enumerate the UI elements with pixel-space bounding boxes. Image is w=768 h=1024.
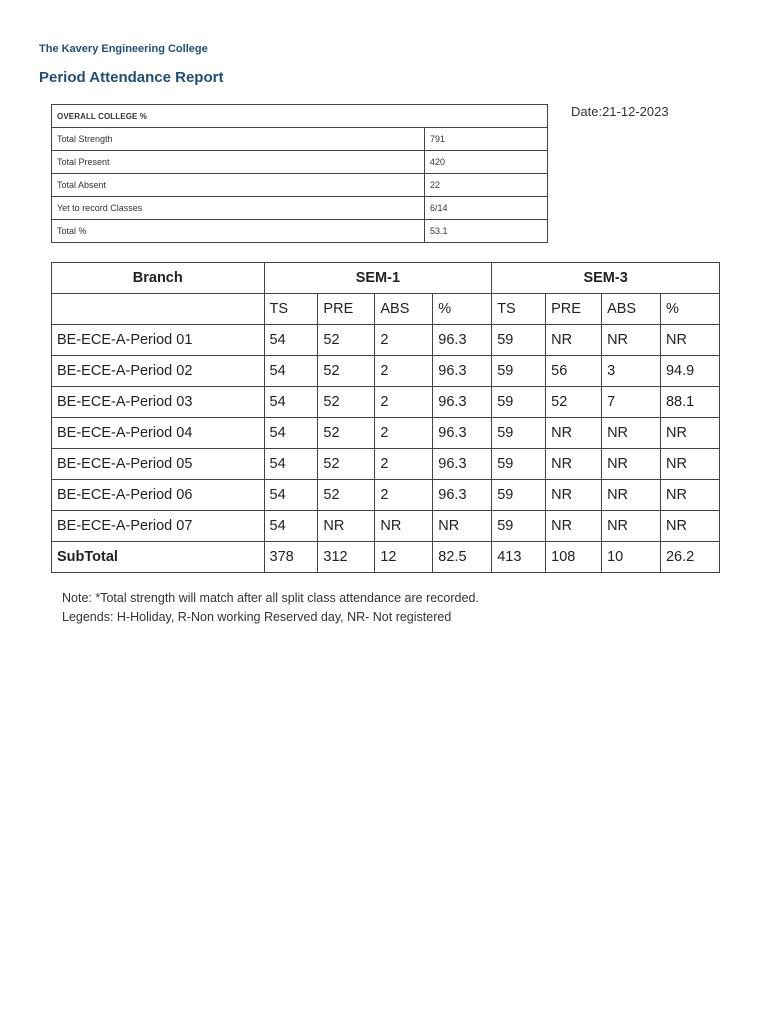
summary-value: 22	[425, 174, 548, 197]
table-cell: 59	[492, 325, 546, 356]
table-cell: 2	[375, 356, 433, 387]
summary-row	[52, 220, 548, 243]
table-cell: 52	[318, 480, 375, 511]
note-text: Note: *Total strength will match after all split class attendance are recorded.	[62, 591, 479, 605]
table-cell: 59	[492, 511, 546, 542]
table-cell: 2	[375, 387, 433, 418]
sub-header: TS	[264, 294, 318, 325]
branch-cell: BE-ECE-A-Period 07	[52, 511, 265, 542]
table-cell: 54	[264, 325, 318, 356]
table-cell: 96.3	[433, 356, 492, 387]
table-row	[52, 418, 720, 449]
branch-cell: BE-ECE-A-Period 02	[52, 356, 265, 387]
table-cell: 2	[375, 325, 433, 356]
summary-heading-row	[52, 105, 548, 128]
table-cell: NR	[546, 480, 602, 511]
table-cell: NR	[660, 418, 719, 449]
summary-label: Total %	[52, 220, 425, 243]
table-cell: 54	[264, 356, 318, 387]
subtotal-cell: 378	[264, 542, 318, 573]
table-cell: 59	[492, 480, 546, 511]
table-cell: NR	[602, 480, 661, 511]
table-cell: 54	[264, 449, 318, 480]
sub-header: TS	[492, 294, 546, 325]
table-cell: 3	[602, 356, 661, 387]
subtotal-label: SubTotal	[52, 542, 265, 573]
table-row	[52, 511, 720, 542]
table-cell: NR	[602, 511, 661, 542]
table-cell: 2	[375, 480, 433, 511]
table-cell: 96.3	[433, 480, 492, 511]
table-cell: 96.3	[433, 418, 492, 449]
branch-cell: BE-ECE-A-Period 04	[52, 418, 265, 449]
table-cell: 52	[318, 325, 375, 356]
table-row	[52, 480, 720, 511]
table-cell: NR	[546, 325, 602, 356]
table-cell: 56	[546, 356, 602, 387]
table-cell: 59	[492, 356, 546, 387]
subtotal-row	[52, 542, 720, 573]
table-cell: NR	[546, 511, 602, 542]
group-header-sem1: SEM-1	[264, 263, 492, 294]
table-cell: 59	[492, 418, 546, 449]
report-title: Period Attendance Report	[39, 69, 224, 86]
subtotal-cell: 10	[602, 542, 661, 573]
sub-header: ABS	[602, 294, 661, 325]
table-cell: 52	[546, 387, 602, 418]
branch-cell: BE-ECE-A-Period 06	[52, 480, 265, 511]
table-cell: 96.3	[433, 325, 492, 356]
summary-label: Total Present	[52, 151, 425, 174]
group-header-sem3: SEM-3	[492, 263, 720, 294]
sub-header: PRE	[318, 294, 375, 325]
summary-value: 420	[425, 151, 548, 174]
sub-header: %	[433, 294, 492, 325]
branch-header: Branch	[52, 263, 265, 294]
sub-header: %	[660, 294, 719, 325]
table-cell: 88.1	[660, 387, 719, 418]
overall-summary-table	[51, 104, 548, 243]
branch-cell: BE-ECE-A-Period 03	[52, 387, 265, 418]
table-cell: 54	[264, 511, 318, 542]
subtotal-cell: 413	[492, 542, 546, 573]
legend-text: Legends: H-Holiday, R-Non working Reserved day, NR- Not registered	[62, 609, 452, 624]
table-cell: 54	[264, 387, 318, 418]
table-cell: NR	[660, 480, 719, 511]
summary-label: Total Strength	[52, 128, 425, 151]
group-header-row	[52, 263, 720, 294]
summary-value: 6/14	[425, 197, 548, 220]
table-cell: NR	[602, 449, 661, 480]
table-cell: 2	[375, 418, 433, 449]
table-cell: 96.3	[433, 387, 492, 418]
branch-cell: BE-ECE-A-Period 01	[52, 325, 265, 356]
table-cell: NR	[546, 449, 602, 480]
subtotal-cell: 312	[318, 542, 375, 573]
branch-cell: BE-ECE-A-Period 05	[52, 449, 265, 480]
table-cell: 52	[318, 356, 375, 387]
table-row	[52, 387, 720, 418]
summary-row	[52, 197, 548, 220]
subtotal-cell: 82.5	[433, 542, 492, 573]
table-cell: NR	[433, 511, 492, 542]
period-attendance-table	[51, 262, 720, 573]
table-cell: 94.9	[660, 356, 719, 387]
table-cell: NR	[660, 449, 719, 480]
sub-header-blank	[52, 294, 265, 325]
table-cell: NR	[660, 325, 719, 356]
table-row	[52, 356, 720, 387]
summary-row	[52, 151, 548, 174]
summary-row	[52, 174, 548, 197]
table-cell: 52	[318, 387, 375, 418]
subtotal-cell: 26.2	[660, 542, 719, 573]
table-cell: 59	[492, 449, 546, 480]
sub-header: PRE	[546, 294, 602, 325]
table-cell: NR	[375, 511, 433, 542]
summary-label: Total Absent	[52, 174, 425, 197]
table-cell: NR	[318, 511, 375, 542]
table-cell: 54	[264, 418, 318, 449]
college-name: The Kavery Engineering College	[39, 43, 208, 55]
summary-heading: OVERALL COLLEGE %	[52, 105, 548, 128]
table-cell: NR	[602, 418, 661, 449]
summary-value: 53.1	[425, 220, 548, 243]
table-cell: NR	[602, 325, 661, 356]
summary-label: Yet to record Classes	[52, 197, 425, 220]
summary-value: 791	[425, 128, 548, 151]
table-row	[52, 449, 720, 480]
notes	[62, 589, 479, 626]
subtotal-cell: 12	[375, 542, 433, 573]
table-cell: 96.3	[433, 449, 492, 480]
table-row	[52, 325, 720, 356]
sub-header: ABS	[375, 294, 433, 325]
sub-header-row	[52, 294, 720, 325]
table-cell: 59	[492, 387, 546, 418]
table-cell: 54	[264, 480, 318, 511]
table-cell: 2	[375, 449, 433, 480]
subtotal-cell: 108	[546, 542, 602, 573]
table-cell: 52	[318, 449, 375, 480]
summary-row	[52, 128, 548, 151]
report-date: Date:21-12-2023	[571, 104, 669, 119]
table-cell: 52	[318, 418, 375, 449]
table-cell: 7	[602, 387, 661, 418]
table-cell: NR	[660, 511, 719, 542]
table-cell: NR	[546, 418, 602, 449]
